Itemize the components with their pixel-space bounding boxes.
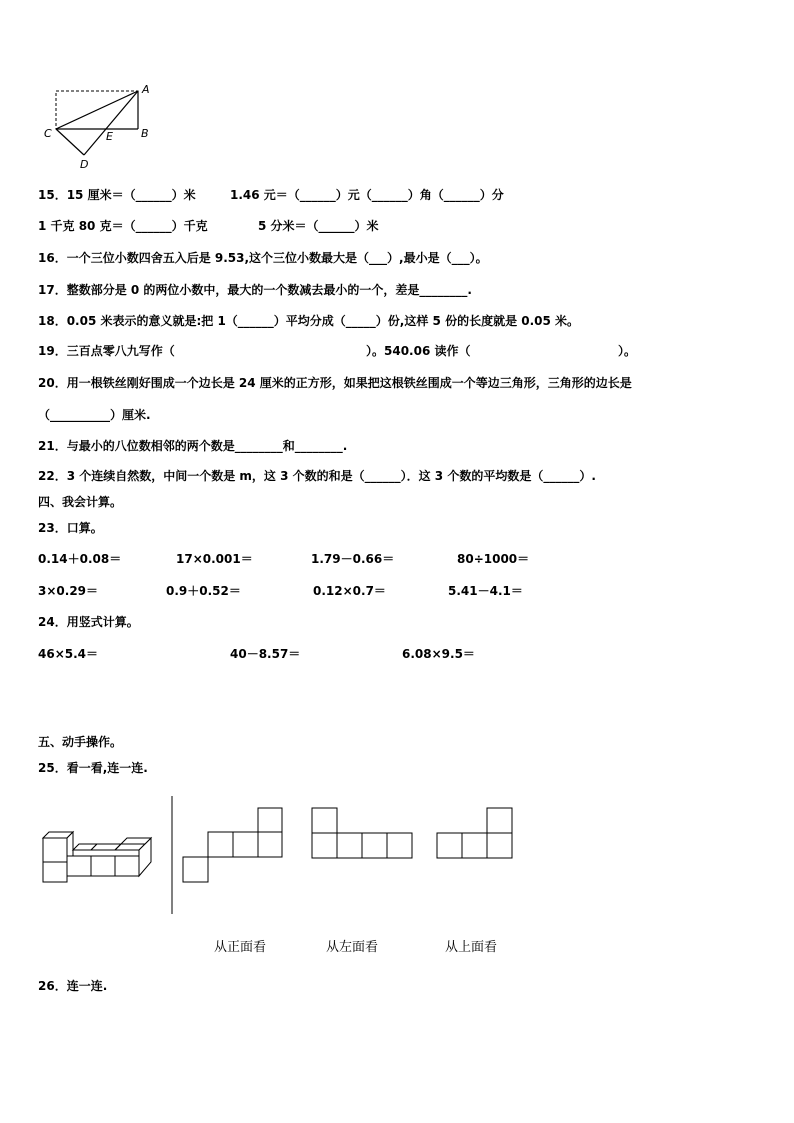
- label-e: E: [106, 130, 113, 143]
- q17: 17．整数部分是 0 的两位小数中，最大的一个数减去最小的一个，差是________.: [38, 283, 472, 297]
- q21: 21．与最小的八位数相邻的两个数是________和________.: [38, 439, 348, 453]
- caption-front-view: 从正面看: [214, 940, 267, 955]
- q23-r2-c1: 3×0.29＝: [38, 584, 99, 598]
- q23-r2-c2: 0.9＋0.52＝: [166, 584, 241, 598]
- q19-part-c: ）。: [618, 344, 637, 358]
- caption-left-view: 从左面看: [326, 940, 379, 955]
- q15-line1b: 1.46 元＝（______）元（______）角（______）分: [230, 188, 504, 202]
- q20-line1: 20．用一根铁丝刚好围成一个边长是 24 厘米的正方形，如果把这根铁丝围成一个等边三角形，三角形的边长是: [38, 376, 632, 390]
- q24-item-3: 6.08×9.5＝: [402, 647, 475, 661]
- q18: 18．0.05 米表示的意义就是:把 1（______）平均分成（_____）份,这样 5 份的长度就是 0.05 米。: [38, 314, 580, 328]
- q15-line2b: 5 分米＝（______）米: [258, 219, 379, 233]
- label-d: D: [80, 158, 89, 171]
- q26-title: 26．连一连.: [38, 979, 108, 993]
- label-a: A: [142, 83, 150, 96]
- q19-part-a: 19．三百点零八九写作（: [38, 344, 175, 358]
- q15-line2a: 1 千克 80 克＝（______）千克: [38, 219, 208, 233]
- caption-top-view: 从上面看: [445, 940, 498, 955]
- section-5-heading: 五、动手操作。: [38, 735, 123, 749]
- q23-r1-c3: 1.79－0.66＝: [311, 552, 395, 566]
- q23-r2-c3: 0.12×0.7＝: [313, 584, 386, 598]
- q23-r1-c4: 80÷1000＝: [457, 552, 530, 566]
- section-4-heading: 四、我会计算。: [38, 495, 123, 509]
- q20-line2: （__________）厘米.: [38, 408, 151, 422]
- label-b: B: [141, 127, 149, 140]
- q23-r1-c2: 17×0.001＝: [176, 552, 253, 566]
- q25-title: 25．看一看,连一连.: [38, 761, 148, 775]
- q23-r2-c4: 5.41－4.1＝: [448, 584, 523, 598]
- q22: 22．3 个连续自然数，中间一个数是 m，这 3 个数的和是（______）．这 3 个数的平均数是（______）.: [38, 469, 596, 483]
- q16: 16．一个三位小数四舍五入后是 9.53,这个三位小数最大是（___）,最小是（___）。: [38, 251, 488, 265]
- q24-item-2: 40－8.57＝: [230, 647, 301, 661]
- q19-part-b: ）。540.06 读作（: [366, 344, 471, 358]
- q23-title: 23．口算。: [38, 521, 103, 535]
- q23-r1-c1: 0.14＋0.08＝: [38, 552, 122, 566]
- label-c: C: [44, 127, 52, 140]
- q15-line1a: 15．15 厘米＝（______）米: [38, 188, 196, 202]
- q24-item-1: 46×5.4＝: [38, 647, 99, 661]
- q24-title: 24．用竖式计算。: [38, 615, 139, 629]
